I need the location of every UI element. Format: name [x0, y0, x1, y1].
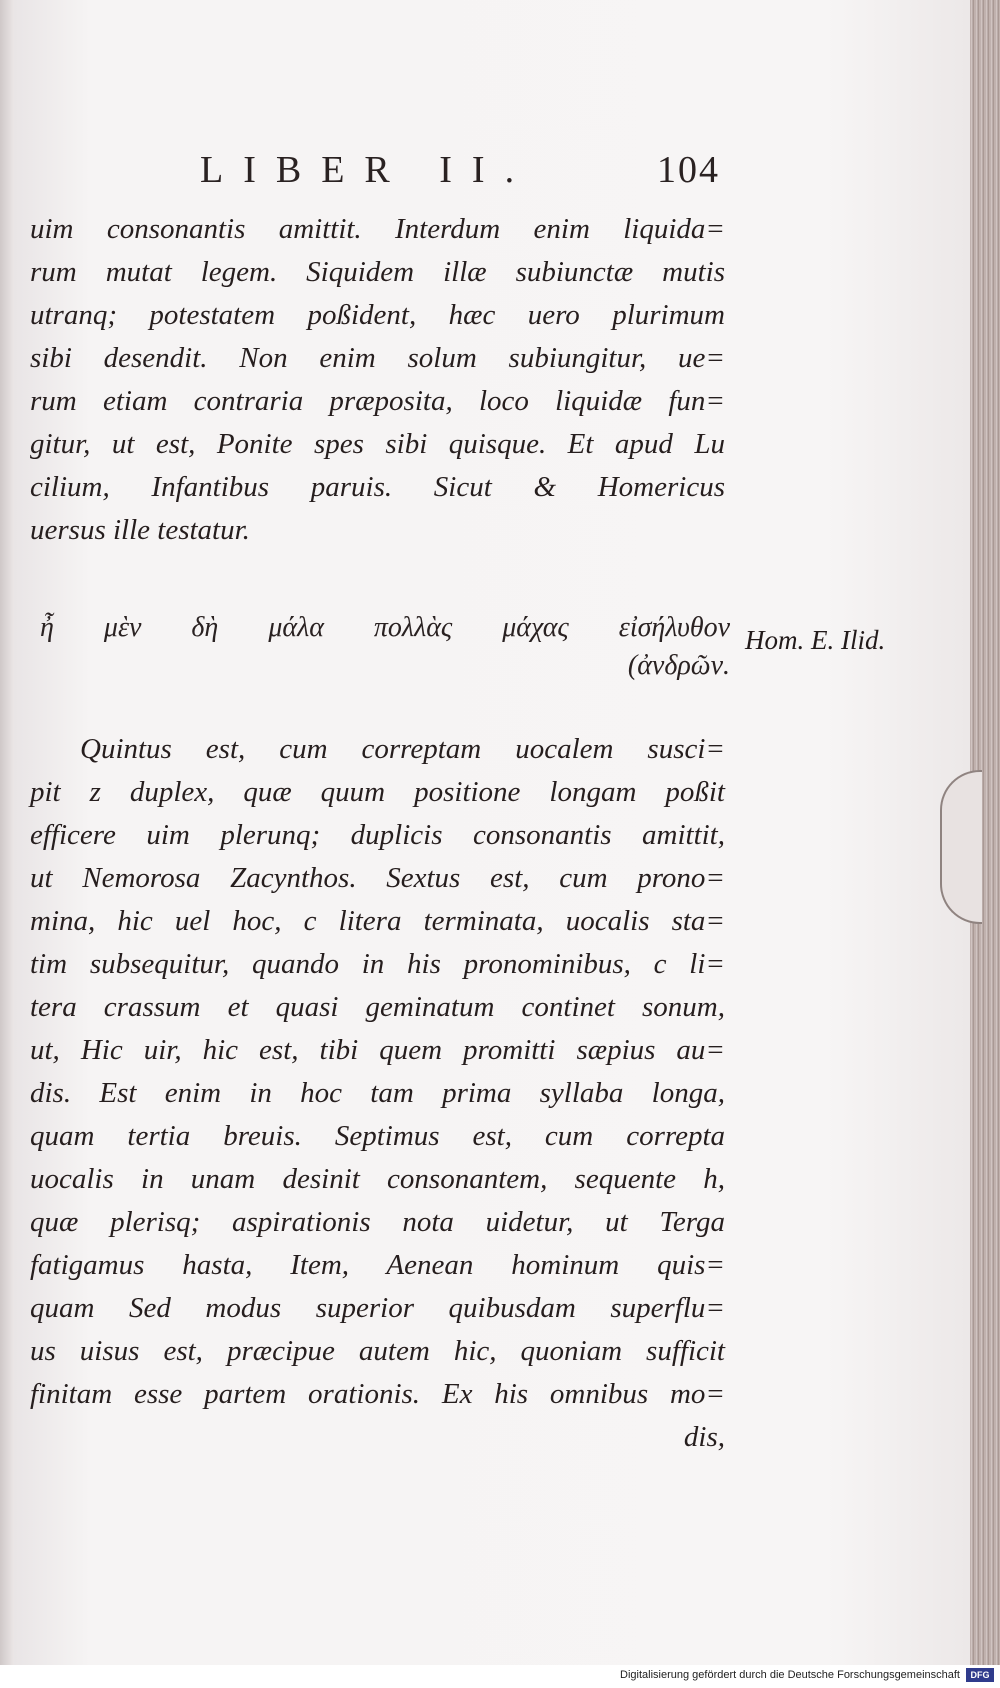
text-line: rum etiam contraria præposita, loco liquidæ fun=	[30, 385, 725, 417]
greek-line-2: (ἀνδρῶν.	[627, 650, 730, 681]
dfg-logo: DFG	[966, 1668, 994, 1682]
text-line: quam tertia breuis. Septimus est, cum correpta	[30, 1120, 725, 1152]
text-line: cilium, Infantibus paruis. Sicut & Homericus	[30, 471, 725, 503]
text-line: rum mutat legem. Siquidem illæ subiunctæ mutis	[30, 256, 725, 288]
page-number: 104	[657, 149, 720, 191]
text-line: finitam esse partem orationis. Ex his omnibus mo=	[30, 1378, 725, 1410]
clip-mark	[940, 770, 982, 924]
marginal-note: Hom. E. Ilid.	[745, 625, 886, 655]
text-line: Quintus est, cum correptam uocalem susci=	[80, 733, 725, 765]
text-line: gitur, ut est, Ponite spes sibi quisque. Et apud Lu	[30, 428, 725, 460]
text-line: efficere uim plerunq; duplicis consonantis amittit,	[30, 819, 725, 851]
text-line: ut, Hic uir, hic est, tibi quem promitti sæpius au=	[30, 1034, 725, 1066]
text-line: tera crassum et quasi geminatum continet sonum,	[30, 991, 725, 1023]
paragraph-2	[30, 728, 725, 1459]
digitization-footer	[0, 1665, 1000, 1688]
text-line: dis. Est enim in hoc tam prima syllaba longa,	[30, 1077, 725, 1109]
text-line: ut Nemorosa Zacynthos. Sextus est, cum prono=	[30, 862, 725, 894]
text-line: uocalis in unam desinit consonantem, sequente h,	[30, 1163, 725, 1195]
greek-quotation	[40, 612, 730, 682]
greek-line-1: ἦ μὲν δὴ μάλα πολλὰς μάχας εἰσήλυθον	[40, 612, 730, 643]
text-line: uim consonantis amittit. Interdum enim liquida=	[30, 213, 725, 245]
text-line: us uisus est, præcipue autem hic, quoniam sufficit	[30, 1335, 725, 1367]
running-header	[200, 148, 720, 191]
text-line: quam Sed modus superior quibusdam superflu=	[30, 1292, 725, 1324]
paragraph-1	[30, 208, 725, 552]
text-line: fatigamus hasta, Item, Aenean hominum quis=	[30, 1249, 725, 1281]
text-line: tim subsequitur, quando in his pronominibus, c li=	[30, 948, 725, 980]
text-line: sibi desendit. Non enim solum subiungitur, ue=	[30, 342, 725, 374]
text-line: quæ plerisq; aspirationis nota uidetur, ut Terga	[30, 1206, 725, 1238]
funding-credit: Digitalisierung gefördert durch die Deutsche Forschungsgemeinschaft	[620, 1669, 960, 1681]
running-title: LIBER II.	[200, 149, 535, 191]
text-line: utranq; potestatem poßident, hæc uero plurimum	[30, 299, 725, 331]
text-line: mina, hic uel hoc, c litera terminata, uocalis sta=	[30, 905, 725, 937]
binding-edge	[0, 0, 14, 1665]
text-line: pit z duplex, quæ quum positione longam poßit	[30, 776, 725, 808]
catchword: dis,	[683, 1421, 725, 1453]
text-line: uersus ille testatur.	[30, 514, 250, 546]
